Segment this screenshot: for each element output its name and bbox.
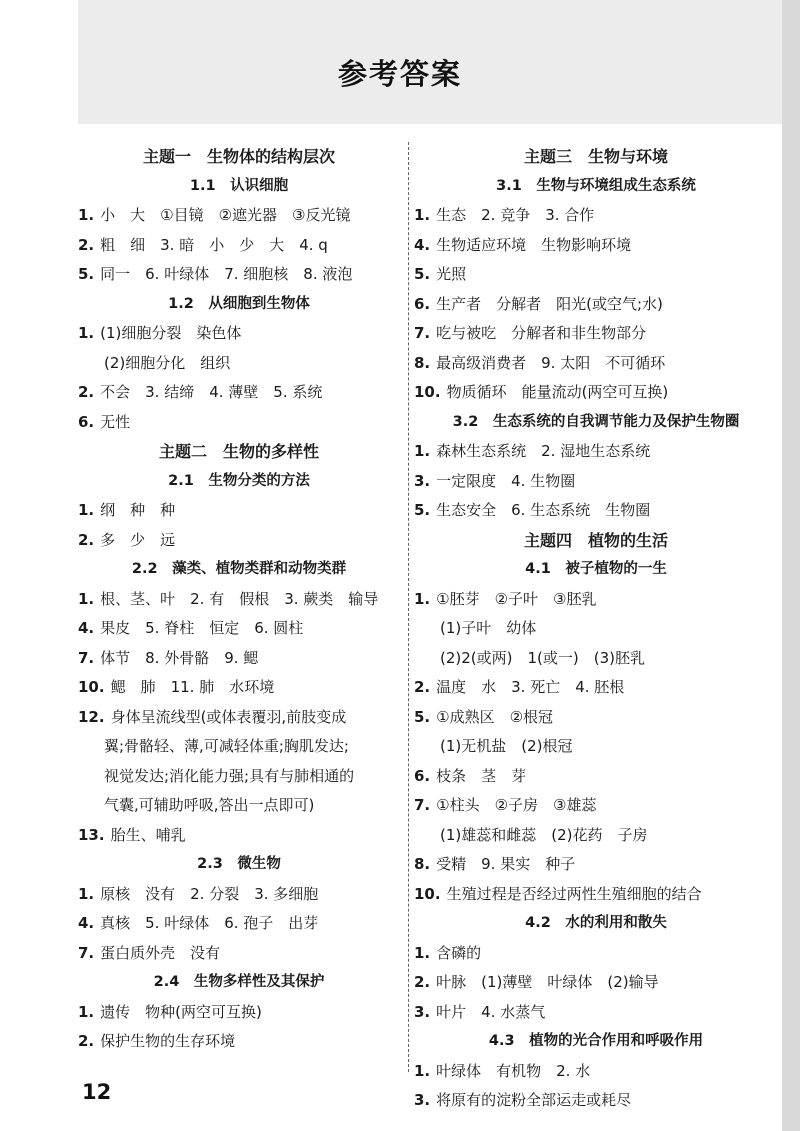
section-heading: 3.1 生物与环境组成生态系统 — [496, 177, 696, 194]
question-number: 2. — [414, 973, 431, 991]
answer-text: 纲 种 种 — [100, 501, 176, 519]
question-number: 3. — [414, 471, 431, 490]
question-number: 8. — [414, 353, 431, 372]
answer-line — [78, 260, 400, 290]
answer-line — [78, 644, 400, 674]
topic-heading: 主题三 生物与环境 — [523, 147, 668, 166]
question-number: 6. — [414, 294, 431, 313]
question-number: 1. — [78, 501, 95, 519]
answer-line — [414, 703, 778, 733]
question-number: 1. — [414, 589, 431, 608]
question-number: 7. — [414, 796, 431, 814]
answer-continuation: (2)2(或两) 1(或一) (3)胚乳 — [440, 648, 645, 667]
question-number: 5. — [414, 265, 431, 283]
question-number: 1. — [78, 884, 95, 903]
answer-line — [414, 585, 778, 615]
answer-line — [78, 673, 400, 703]
answer-text: 粗 细 3. 暗 小 少 大 4. q — [100, 235, 328, 254]
question-number: 4. — [78, 914, 95, 932]
question-number: 6. — [78, 412, 95, 431]
answer-text: 根、茎、叶 2. 有 假根 3. 蕨类 输导 — [100, 589, 379, 608]
answer-line — [78, 526, 400, 556]
answer-line — [414, 496, 778, 526]
answer-text: 果皮 5. 脊柱 恒定 6. 圆柱 — [100, 619, 304, 637]
answer-line — [78, 378, 400, 408]
question-number: 2. — [78, 530, 95, 549]
answer-line — [414, 231, 778, 261]
left-column — [78, 142, 400, 1057]
answer-line — [78, 939, 400, 969]
answer-text: 叶片 4. 水蒸气 — [436, 1002, 546, 1021]
question-number: 3. — [414, 1091, 431, 1109]
answer-continuation: (1)无机盐 (2)根冠 — [440, 737, 573, 755]
answer-text: 多 少 远 — [100, 530, 176, 549]
question-number: 12. — [78, 707, 105, 726]
answer-text: 原核 没有 2. 分裂 3. 多细胞 — [100, 884, 319, 903]
page-number: 12 — [82, 1080, 112, 1104]
answer-text: 鳃 肺 11. 肺 水环境 — [110, 678, 275, 696]
answer-line — [414, 378, 778, 408]
answer-text: 枝条 茎 芽 — [436, 766, 527, 785]
answer-line — [414, 290, 778, 320]
answer-line — [414, 467, 778, 497]
answer-continuation: (1)子叶 幼体 — [440, 619, 537, 637]
answer-text: 受精 9. 果实 种子 — [436, 855, 576, 873]
question-number: 1. — [414, 206, 431, 224]
answer-line — [414, 673, 778, 703]
question-number: 7. — [78, 943, 95, 962]
answer-continuation: 气囊,可辅助呼吸,答出一点即可) — [104, 796, 315, 814]
question-number: 1. — [78, 324, 95, 342]
answer-text: 叶脉 (1)薄壁 叶绿体 (2)输导 — [436, 973, 659, 991]
answer-line — [78, 496, 400, 526]
answer-continuation: (2)细胞分化 组织 — [104, 353, 231, 372]
answer-line — [414, 437, 778, 467]
answer-line — [414, 319, 778, 349]
question-number: 5. — [414, 501, 431, 519]
question-number: 2. — [78, 383, 95, 401]
section-heading: 4.3 植物的光合作用和呼吸作用 — [488, 1033, 704, 1049]
question-number: 1. — [414, 943, 431, 962]
answer-line — [78, 880, 400, 910]
question-number: 4. — [78, 619, 95, 637]
section-heading: 2.4 生物多样性及其保护 — [153, 974, 325, 990]
answer-text: 温度 水 3. 死亡 4. 胚根 — [436, 678, 625, 696]
question-number: 8. — [414, 855, 431, 873]
question-number: 10. — [78, 678, 105, 696]
question-number: 1. — [414, 442, 431, 460]
section-heading: 4.1 被子植物的一生 — [525, 561, 667, 577]
question-number: 1. — [78, 1002, 95, 1021]
answer-text: 不会 3. 结缔 4. 薄壁 5. 系统 — [100, 383, 323, 401]
answer-text: 同一 6. 叶绿体 7. 细胞核 8. 液泡 — [100, 265, 353, 283]
answer-line — [78, 585, 400, 615]
answer-line — [414, 260, 778, 290]
section-heading: 4.2 水的利用和散失 — [525, 915, 667, 931]
question-number: 10. — [414, 884, 441, 903]
column-divider — [408, 142, 409, 1072]
answer-line — [78, 909, 400, 939]
answer-text: ①柱头 ②子房 ③雄蕊 — [436, 796, 597, 814]
answer-line — [78, 201, 400, 231]
answer-text: 真核 5. 叶绿体 6. 孢子 出芽 — [100, 914, 319, 932]
question-number: 13. — [78, 825, 105, 844]
answer-text: 保护生物的生存环境 — [100, 1032, 236, 1050]
answer-line — [414, 998, 778, 1028]
answer-text: 遗传 物种(两空可互换) — [100, 1002, 262, 1021]
answer-text: 小 大 ①目镜 ②遮光器 ③反光镜 — [100, 206, 351, 224]
question-number: 3. — [414, 1002, 431, 1021]
answer-line — [78, 821, 400, 851]
answer-text: 含磷的 — [436, 943, 482, 962]
answer-text: 生物适应环境 生物影响环境 — [436, 235, 632, 254]
section-heading: 2.1 生物分类的方法 — [168, 472, 310, 489]
answer-text: 生产者 分解者 阳光(或空气;水) — [436, 294, 663, 313]
answer-line — [414, 1086, 778, 1116]
answer-line — [78, 408, 400, 438]
answer-line — [414, 791, 778, 821]
answer-text: 森林生态系统 2. 湿地生态系统 — [436, 442, 651, 460]
answer-line — [414, 349, 778, 379]
section-heading: 2.2 藻类、植物类群和动物类群 — [131, 561, 347, 577]
answer-text: 身体呈流线型(或体表覆羽,前肢变成 — [110, 707, 347, 726]
question-number: 1. — [414, 1061, 431, 1080]
answer-text: 最高级消费者 9. 太阳 不可循环 — [436, 353, 666, 372]
answer-line — [414, 880, 778, 910]
answer-line — [414, 762, 778, 792]
question-number: 2. — [414, 678, 431, 696]
answer-text: 将原有的淀粉全部运走或耗尽 — [436, 1091, 632, 1109]
answer-text: 光照 — [436, 265, 467, 283]
answer-text: 叶绿体 有机物 2. 水 — [436, 1061, 591, 1080]
answer-line — [78, 703, 400, 733]
answer-line — [414, 850, 778, 880]
answer-text: 生态 2. 竞争 3. 合作 — [436, 206, 595, 224]
answer-text: 吃与被吃 分解者和非生物部分 — [436, 324, 647, 342]
answer-line — [78, 998, 400, 1028]
question-number: 2. — [78, 235, 95, 254]
answer-line — [414, 1057, 778, 1087]
question-number: 6. — [414, 766, 431, 785]
topic-heading: 主题一 生物体的结构层次 — [142, 147, 335, 166]
question-number: 10. — [414, 383, 441, 401]
topic-heading: 主题二 生物的多样性 — [158, 442, 319, 461]
answer-line — [414, 939, 778, 969]
answer-text: ①成熟区 ②根冠 — [436, 707, 554, 726]
question-number: 7. — [414, 324, 431, 342]
question-number: 5. — [414, 707, 431, 726]
question-number: 4. — [414, 235, 431, 254]
question-number: 1. — [78, 589, 95, 608]
section-heading: 2.3 微生物 — [197, 856, 281, 872]
section-heading: 1.1 认识细胞 — [189, 177, 289, 194]
answer-text: 体节 8. 外骨骼 9. 鳃 — [100, 648, 259, 667]
section-heading: 1.2 从细胞到生物体 — [168, 295, 310, 312]
question-number: 2. — [78, 1032, 95, 1050]
answer-continuation: (1)雄蕊和雌蕊 (2)花药 子房 — [440, 825, 648, 844]
answer-text: ①胚芽 ②子叶 ③胚乳 — [436, 589, 597, 608]
topic-heading: 主题四 植物的生活 — [523, 530, 668, 550]
answer-continuation: 视觉发达;消化能力强;具有与肺相通的 — [104, 766, 355, 785]
answer-text: 胎生、哺乳 — [110, 825, 186, 844]
answer-line — [78, 614, 400, 644]
page-title: 参考答案 — [337, 57, 462, 91]
question-number: 5. — [78, 265, 95, 283]
answer-line — [78, 319, 400, 349]
answer-line — [414, 968, 778, 998]
answer-line — [78, 231, 400, 261]
answer-text: 无性 — [100, 412, 131, 431]
answer-text: 生殖过程是否经过两性生殖细胞的结合 — [446, 884, 702, 903]
question-number: 7. — [78, 648, 95, 667]
answer-line — [414, 201, 778, 231]
answer-continuation: 翼;骨骼轻、薄,可减轻体重;胸肌发达; — [104, 737, 349, 755]
page-edge-shadow — [782, 0, 800, 1131]
answer-text: (1)细胞分裂 染色体 — [100, 324, 242, 342]
answer-text: 一定限度 4. 生物圈 — [436, 471, 576, 490]
answer-text: 蛋白质外壳 没有 — [100, 943, 221, 962]
section-heading: 3.2 生态系统的自我调节能力及保护生物圈 — [452, 413, 740, 430]
answer-text: 生态安全 6. 生态系统 生物圈 — [436, 501, 651, 519]
answer-line — [78, 1027, 400, 1057]
question-number: 1. — [78, 206, 95, 224]
answer-text: 物质循环 能量流动(两空可互换) — [446, 383, 669, 401]
right-column — [414, 142, 778, 1116]
